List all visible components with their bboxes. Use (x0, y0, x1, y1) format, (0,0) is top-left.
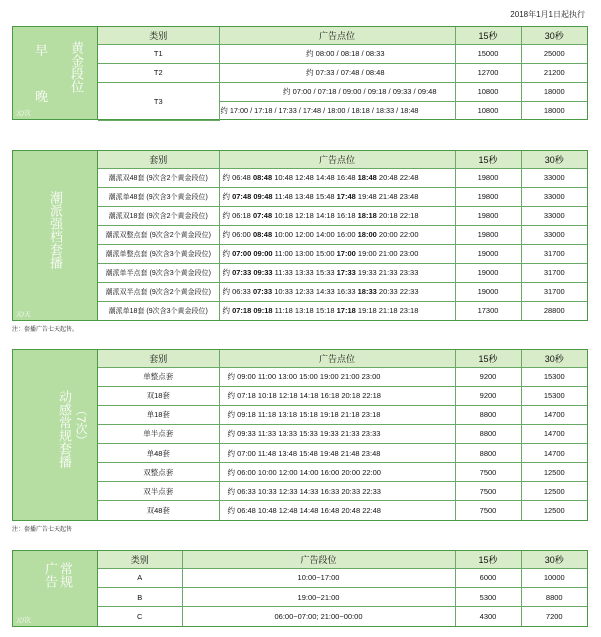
slots-cell (219, 225, 455, 244)
strong-price-table (98, 151, 587, 320)
golden-unit: 元/次 (16, 110, 31, 117)
table-row (98, 63, 587, 82)
package-cell: 潮派双18套 (9次含2个黄金段位) (98, 206, 219, 225)
package-cell: 潮派单半点套 (9次含3个黄金段位) (98, 263, 219, 282)
table-row (98, 501, 587, 520)
slot-time: 约 06:00 (222, 230, 253, 239)
package-cell: 单18套 (98, 405, 219, 424)
regular-side-panel (13, 551, 98, 626)
table-row (98, 607, 587, 626)
slots-cell: 06:00~07:00; 21:00~00:00 (182, 607, 455, 626)
table-row (98, 386, 587, 405)
slots-cell: 约 17:00 / 17:18 / 17:33 / 17:48 / 18:00 / 18:18 / 18:33 / 18:48 (219, 101, 455, 120)
slot-time: 10:18 12:18 14:18 16:18 (272, 211, 358, 220)
strong-package-label: 潮派强档套播 (48, 191, 63, 269)
table-row (98, 405, 587, 424)
slots-cell: 约 07:18 10:18 12:18 14:18 16:18 20:18 22:18 (219, 386, 455, 405)
col-header-30s: 30秒 (521, 350, 587, 367)
col-header-package: 套别 (98, 151, 219, 168)
table-row (98, 168, 587, 187)
col-header-slots: 广告点位 (219, 350, 455, 367)
golden-slot-label: 黄金段位 (69, 41, 84, 93)
price-15s-cell: 19800 (455, 168, 521, 187)
col-header-15s: 15秒 (455, 151, 521, 168)
dynamic-package-section (12, 349, 588, 521)
package-cell: 潮派双半点套 (9次含2个黄金段位) (98, 282, 219, 301)
table-row (98, 44, 587, 63)
price-30s-cell: 15300 (521, 386, 587, 405)
slot-time: 11:48 13:48 15:48 (272, 192, 337, 201)
price-30s-cell: 31700 (521, 282, 587, 301)
price-15s-cell: 19800 (455, 206, 521, 225)
col-header-30s: 30秒 (521, 27, 587, 44)
table-row (98, 206, 587, 225)
golden-slot-time: 07:33 (252, 287, 273, 296)
golden-slot-time: 08:48 (252, 230, 273, 239)
slots-cell (219, 301, 455, 320)
table-row (98, 482, 587, 501)
price-30s-cell: 12500 (521, 501, 587, 520)
strong-package-section (12, 150, 588, 321)
slot-time: 20:33 22:33 (376, 287, 419, 296)
table-row (98, 367, 587, 386)
golden-slot-time: 07:48 09:48 (232, 192, 273, 201)
slots-cell: 约 06:48 10:48 12:48 14:48 16:48 20:48 22:48 (219, 501, 455, 520)
golden-slot-time: 17:33 (336, 268, 356, 277)
slots-cell: 约 09:33 11:33 13:33 15:33 19:33 21:33 23:33 (219, 424, 455, 443)
price-30s-cell: 33000 (521, 206, 587, 225)
slots-cell: 约 07:00 / 07:18 / 09:00 / 09:18 / 09:33 / 09:48 (219, 82, 455, 101)
morning-label: 早 (35, 43, 49, 58)
golden-slot-time: 18:48 (357, 173, 377, 182)
table-row (98, 463, 587, 482)
price-30s-cell: 14700 (521, 405, 587, 424)
package-cell: 单半点套 (98, 424, 219, 443)
table-row (98, 187, 587, 206)
package-cell: 单整点套 (98, 367, 219, 386)
slot-time: 19:33 21:33 23:33 (355, 268, 419, 277)
price-15s-cell: 15000 (455, 44, 521, 63)
col-header-slots: 广告点位 (219, 151, 455, 168)
price-30s-cell: 8800 (521, 587, 587, 606)
package-cell: 双半点套 (98, 482, 219, 501)
price-15s-cell: 17300 (455, 301, 521, 320)
price-30s-cell: 31700 (521, 244, 587, 263)
golden-slot-time: 18:00 (357, 230, 377, 239)
col-header-slots: 广告点位 (219, 27, 455, 44)
slots-cell: 约 09:18 11:18 13:18 15:18 19:18 21:18 23:18 (219, 405, 455, 424)
price-15s-cell: 6000 (455, 568, 521, 587)
table-row (98, 568, 587, 587)
slot-time: 20:00 22:00 (376, 230, 419, 239)
package-cell: 潮派单18套 (9次含3个黄金段位) (98, 301, 219, 320)
golden-slot-time: 07:48 (252, 211, 273, 220)
package-cell: 单48套 (98, 444, 219, 463)
dynamic-count-label: （7次） (74, 404, 88, 447)
table-row (98, 263, 587, 282)
golden-slot-time: 07:33 09:33 (232, 268, 273, 277)
slot-time: 20:48 22:48 (376, 173, 419, 182)
col-header-15s: 15秒 (455, 27, 521, 44)
golden-slot-section (12, 26, 588, 120)
price-15s-cell: 9200 (455, 386, 521, 405)
golden-slot-time: 18:18 (357, 211, 377, 220)
table-row (98, 587, 587, 606)
slot-time: 19:18 21:18 23:18 (355, 306, 419, 316)
evening-label: 晚 (35, 89, 49, 104)
golden-slot-time: 18:33 (357, 287, 377, 296)
slot-time: 19:48 21:48 23:48 (355, 192, 419, 201)
slot-time: 约 06:33 (222, 287, 253, 296)
price-30s-cell: 18000 (521, 101, 587, 120)
price-15s-cell: 19800 (455, 187, 521, 206)
package-cell: 双整点套 (98, 463, 219, 482)
package-cell: 潮派单整点套 (9次含3个黄金段位) (98, 244, 219, 263)
slots-cell (219, 206, 455, 225)
category-cell: T3 (98, 82, 219, 120)
slot-time: 11:33 13:33 15:33 (272, 268, 337, 277)
table-row (98, 282, 587, 301)
category-cell: T2 (98, 63, 219, 82)
price-15s-cell: 9200 (455, 367, 521, 386)
dynamic-price-table (98, 350, 587, 520)
golden-slot-time: 07:18 09:18 (232, 306, 273, 316)
slot-time: 约 06:18 (222, 211, 253, 220)
package-cell: 潮派双48套 (9次含2个黄金段位) (98, 168, 219, 187)
golden-side-panel (13, 27, 98, 119)
slot-time: 约 (222, 268, 233, 277)
slot-time: 11:18 13:18 15:18 (272, 306, 337, 316)
package-cell: 双48套 (98, 501, 219, 520)
col-header-category: 类别 (98, 27, 219, 44)
price-15s-cell: 19000 (455, 263, 521, 282)
price-30s-cell: 7200 (521, 607, 587, 626)
category-cell: T1 (98, 44, 219, 63)
table-row (98, 301, 587, 320)
col-header-package: 套别 (98, 350, 219, 367)
effective-date-note: 2018年1月1日起执行 (510, 10, 585, 19)
golden-slot-time: 17:00 (336, 249, 356, 258)
slot-time: 约 06:48 (222, 173, 253, 182)
price-30s-cell: 12500 (521, 482, 587, 501)
slots-cell (219, 263, 455, 282)
price-15s-cell: 7500 (455, 501, 521, 520)
price-15s-cell: 12700 (455, 63, 521, 82)
col-header-30s: 30秒 (521, 151, 587, 168)
package-cell: 双18套 (98, 386, 219, 405)
price-30s-cell: 25000 (521, 44, 587, 63)
slot-time: 19:00 21:00 23:00 (355, 249, 419, 258)
price-30s-cell: 31700 (521, 263, 587, 282)
table-row (98, 424, 587, 443)
slots-cell: 约 06:33 10:33 12:33 14:33 16:33 20:33 22:33 (219, 482, 455, 501)
package-cell: 潮派双整点套 (9次含2个黄金段位) (98, 225, 219, 244)
price-15s-cell: 8800 (455, 405, 521, 424)
price-15s-cell: 10800 (455, 101, 521, 120)
price-15s-cell: 19000 (455, 282, 521, 301)
price-15s-cell: 4300 (455, 607, 521, 626)
price-15s-cell: 5300 (455, 587, 521, 606)
golden-slot-time: 17:18 (336, 306, 356, 316)
category-cell: A (98, 568, 182, 587)
price-15s-cell: 10800 (455, 82, 521, 101)
col-header-15s: 15秒 (455, 350, 521, 367)
golden-slot-time: 08:48 (252, 173, 273, 182)
dynamic-package-note: 注：套播广告七天起售 (12, 527, 73, 533)
slot-time: 11:00 13:00 15:00 (272, 249, 337, 258)
slots-cell: 约 07:33 / 07:48 / 08:48 (219, 63, 455, 82)
slots-cell: 10:00~17:00 (182, 568, 455, 587)
col-header-15s: 15秒 (455, 551, 521, 568)
slot-time: 20:18 22:18 (376, 211, 419, 220)
price-30s-cell: 15300 (521, 367, 587, 386)
price-30s-cell: 14700 (521, 424, 587, 443)
dynamic-package-label: 动感常规套播 (57, 390, 72, 468)
slots-cell: 约 09:00 11:00 13:00 15:00 19:00 21:00 23:00 (219, 367, 455, 386)
price-30s-cell: 33000 (521, 168, 587, 187)
category-cell: C (98, 607, 182, 626)
regular-ad-section (12, 550, 588, 627)
strong-unit: 元/天 (16, 311, 31, 318)
table-row (98, 444, 587, 463)
slot-time: 10:33 12:33 14:33 16:33 (272, 287, 358, 296)
price-30s-cell: 28800 (521, 301, 587, 320)
price-30s-cell: 33000 (521, 187, 587, 206)
price-15s-cell: 19800 (455, 225, 521, 244)
dynamic-side-panel (13, 350, 98, 520)
price-15s-cell: 8800 (455, 424, 521, 443)
col-header-30s: 30秒 (521, 551, 587, 568)
regular-unit: 元/次 (16, 617, 31, 624)
category-cell: B (98, 587, 182, 606)
table-row (98, 225, 587, 244)
slots-cell (219, 244, 455, 263)
price-30s-cell: 18000 (521, 82, 587, 101)
slots-cell: 约 06:00 10:00 12:00 14:00 16:00 20:00 22:00 (219, 463, 455, 482)
price-30s-cell: 14700 (521, 444, 587, 463)
slot-time: 10:48 12:48 14:48 16:48 (272, 173, 358, 182)
col-header-category: 类别 (98, 551, 182, 568)
slots-cell: 约 07:00 11:48 13:48 15:48 19:48 21:48 23:48 (219, 444, 455, 463)
price-30s-cell: 33000 (521, 225, 587, 244)
price-15s-cell: 8800 (455, 444, 521, 463)
price-30s-cell: 21200 (521, 63, 587, 82)
col-header-slots: 广告段位 (182, 551, 455, 568)
table-row (98, 82, 587, 101)
strong-package-note: 注：套播广告七天起售。 (12, 327, 79, 333)
slots-cell (219, 168, 455, 187)
strong-side-panel (13, 151, 98, 320)
price-15s-cell: 19000 (455, 244, 521, 263)
regular-ad-label: 常规广告 (43, 562, 73, 588)
price-30s-cell: 10000 (521, 568, 587, 587)
package-cell: 潮派单48套 (9次含3个黄金段位) (98, 187, 219, 206)
golden-slot-time: 17:48 (336, 192, 356, 201)
slots-cell (219, 282, 455, 301)
price-15s-cell: 7500 (455, 482, 521, 501)
slot-time: 约 (222, 192, 233, 201)
slots-cell: 约 08:00 / 08:18 / 08:33 (219, 44, 455, 63)
golden-price-table (98, 27, 587, 121)
slot-time: 约 (222, 249, 233, 258)
slots-cell (219, 187, 455, 206)
slot-time: 约 (222, 306, 233, 316)
golden-slot-time: 07:00 09:00 (232, 249, 273, 258)
table-row (98, 244, 587, 263)
regular-price-table (98, 551, 587, 626)
price-30s-cell: 12500 (521, 463, 587, 482)
slot-time: 10:00 12:00 14:00 16:00 (272, 230, 358, 239)
price-15s-cell: 7500 (455, 463, 521, 482)
slots-cell: 19:00~21:00 (182, 587, 455, 606)
